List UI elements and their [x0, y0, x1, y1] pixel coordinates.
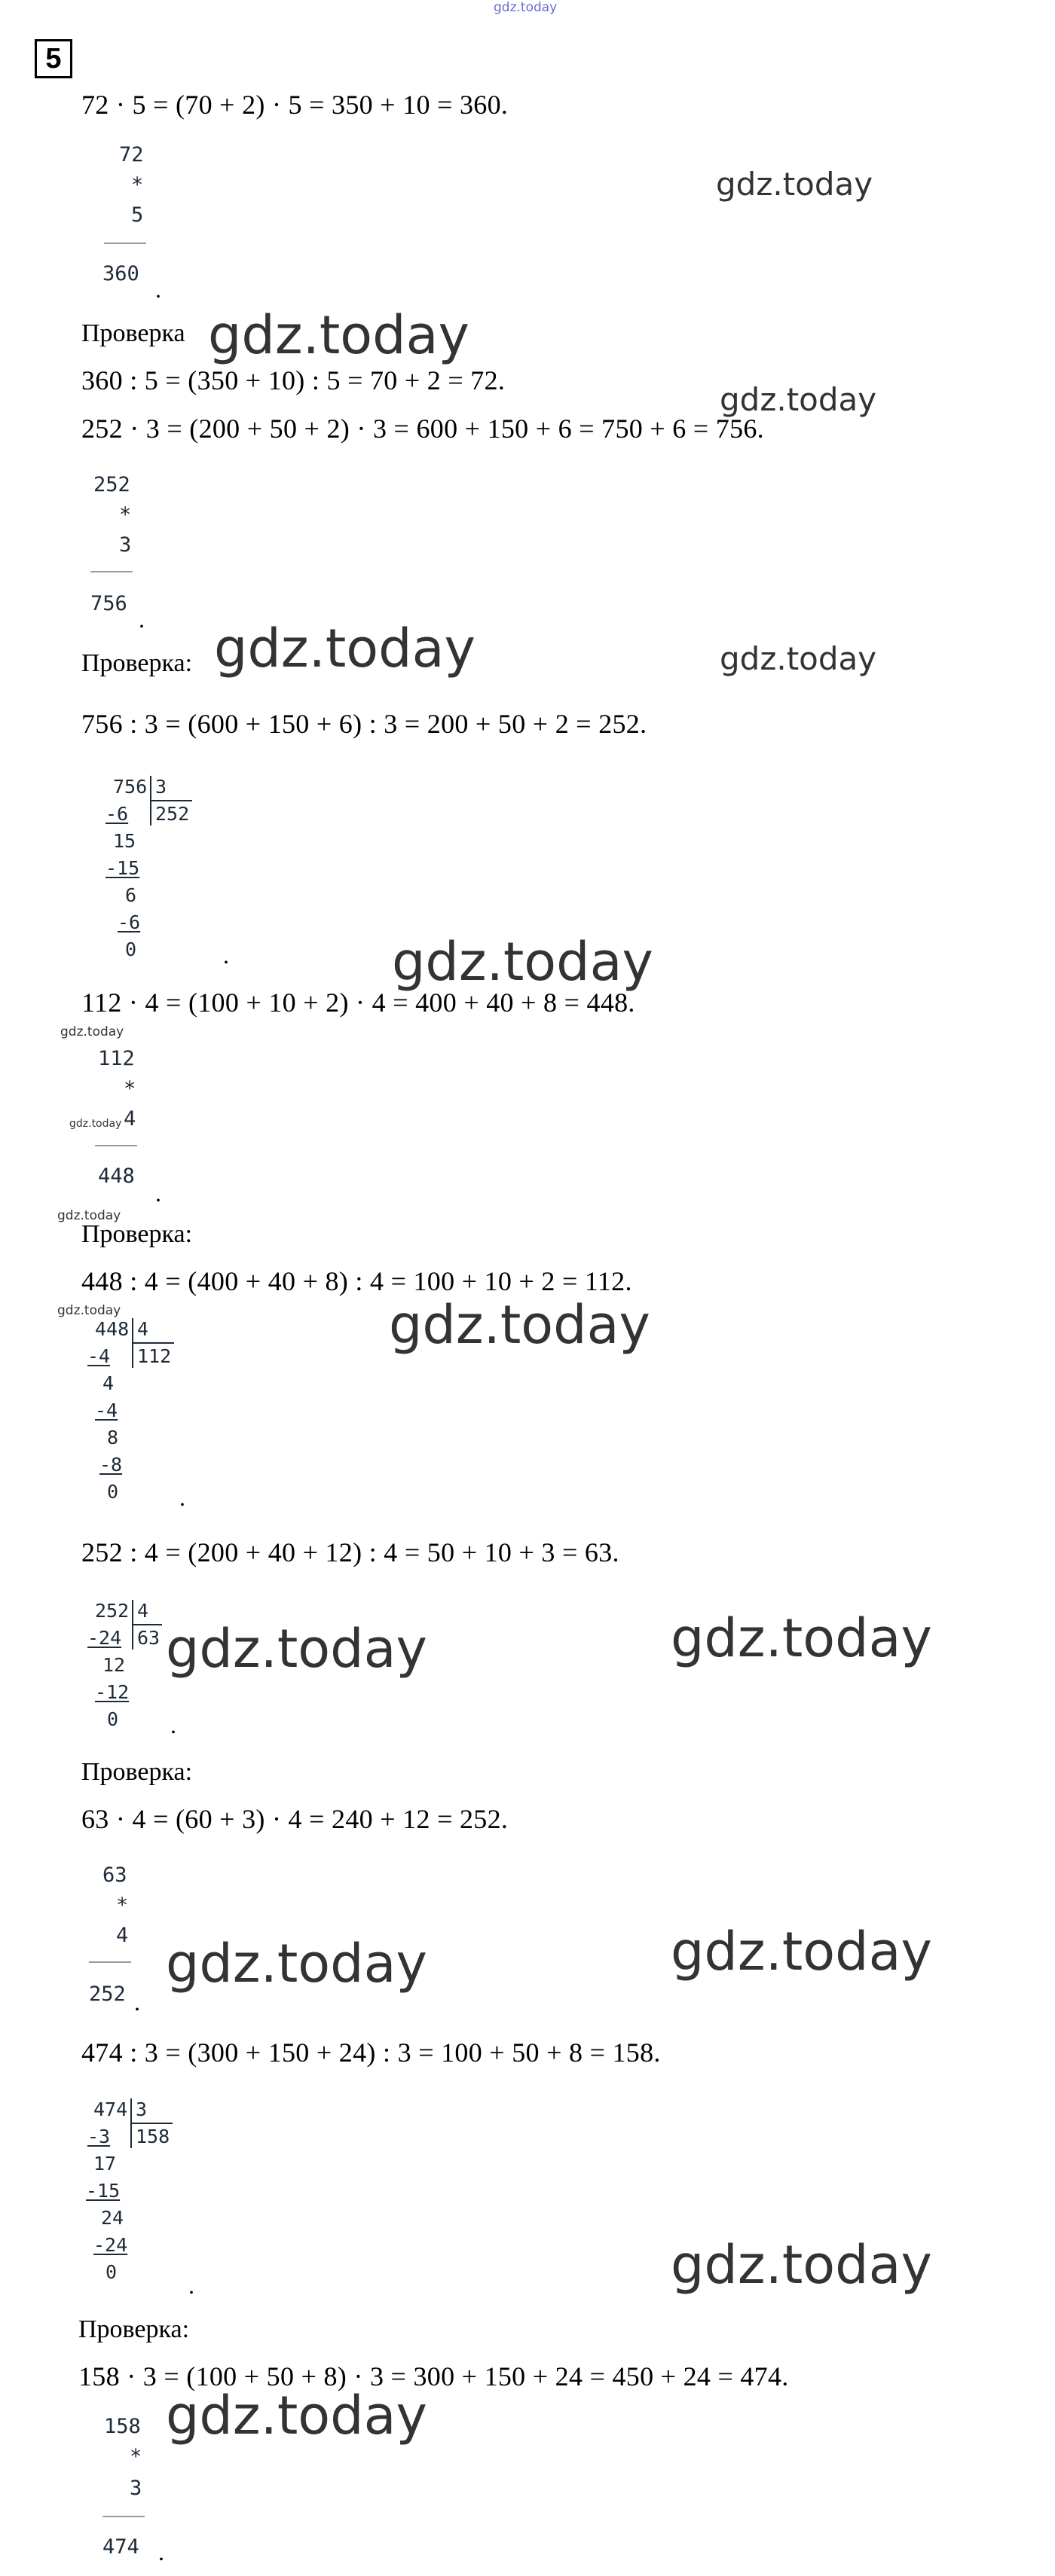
result: 360	[102, 262, 139, 285]
quotient-line	[132, 1342, 174, 1344]
operand-a: 63	[102, 1863, 127, 1887]
result: 474	[102, 2535, 139, 2559]
watermark-text: gdz.today	[166, 1933, 427, 1995]
operand-a: 158	[104, 2415, 141, 2438]
divisor: 4	[137, 1600, 149, 1622]
task-number: 5	[35, 39, 72, 78]
step: 15	[113, 830, 136, 852]
watermark-text: gdz.today	[166, 2385, 427, 2446]
result-rule	[102, 2516, 145, 2517]
step: 4	[102, 1372, 115, 1394]
quotient: 63	[137, 1627, 161, 1649]
result-rule	[90, 571, 133, 572]
quotient: 112	[137, 1345, 172, 1367]
step: 0	[107, 1481, 119, 1503]
equation-6: 448 : 4 = (400 + 40 + 8) : 4 = 100 + 10 + 2 = 112.	[81, 1266, 632, 1296]
watermark-text: gdz.today	[671, 1921, 932, 1982]
trailing-dot: .	[170, 1711, 176, 1738]
watermark-text: gdz.today	[671, 1607, 932, 1669]
step: -4	[87, 1345, 111, 1367]
step: -6	[118, 911, 141, 933]
watermark-text: gdz.today	[57, 1208, 121, 1223]
watermark-text: gdz.today	[166, 1618, 427, 1680]
trailing-dot: .	[158, 2538, 164, 2565]
step: 24	[101, 2207, 124, 2229]
trailing-dot: .	[223, 942, 229, 969]
check-label: Проверка:	[81, 649, 193, 677]
operand-b: 3	[119, 533, 132, 557]
check-label: Проверка:	[81, 1220, 193, 1248]
trailing-dot: .	[155, 276, 161, 303]
step: -4	[95, 1399, 118, 1421]
step: -15	[106, 857, 140, 879]
step: -6	[106, 803, 129, 825]
dividend: 474	[93, 2098, 128, 2120]
operand-b: 4	[124, 1107, 136, 1131]
dividend: 252	[95, 1600, 130, 1622]
watermark-text: gdz.today	[671, 2234, 932, 2296]
step: 6	[125, 884, 137, 906]
quotient: 158	[136, 2126, 170, 2147]
check-label: Проверка	[81, 319, 185, 347]
top-watermark: gdz.today	[494, 0, 558, 15]
watermark-text: gdz.today	[60, 1024, 124, 1039]
step: -3	[87, 2126, 111, 2147]
watermark-text: gdz.today	[716, 166, 873, 203]
result-rule	[104, 243, 146, 244]
result: 252	[89, 1982, 126, 2006]
check-label: Проверка:	[81, 1758, 193, 1786]
quotient: 252	[155, 803, 190, 825]
result: 756	[90, 592, 127, 615]
equation-7: 252 : 4 = (200 + 40 + 12) : 4 = 50 + 10 + 3 = 63.	[81, 1537, 619, 1567]
trailing-dot: .	[134, 1988, 140, 2016]
step: -24	[93, 2234, 128, 2256]
trailing-dot: .	[139, 606, 145, 633]
operand-a: 252	[93, 473, 130, 496]
equation-9: 474 : 3 = (300 + 150 + 24) : 3 = 100 + 50 + 8 = 158.	[81, 2037, 661, 2068]
operand-b: 5	[131, 203, 144, 227]
dividend: 756	[113, 776, 148, 798]
step: 0	[106, 2261, 118, 2283]
result: 448	[98, 1164, 135, 1188]
watermark-text: gdz.today	[720, 381, 877, 418]
watermark-text: gdz.today	[69, 1118, 122, 1130]
check-label: Проверка:	[78, 2315, 190, 2343]
equation-2: 360 : 5 = (350 + 10) : 5 = 70 + 2 = 72.	[81, 365, 506, 395]
equation-5: 112 · 4 = (100 + 10 + 2) · 4 = 400 + 40 + 8 = 448.	[81, 987, 635, 1018]
step: 17	[93, 2153, 117, 2175]
operand-a: 72	[119, 143, 144, 166]
equation-1: 72 · 5 = (70 + 2) · 5 = 350 + 10 = 360.	[81, 90, 509, 120]
operand-b: 3	[130, 2477, 142, 2500]
quotient-line	[130, 2123, 173, 2124]
step: -8	[99, 1454, 123, 1476]
result-rule	[89, 1961, 131, 1963]
trailing-dot: .	[179, 1484, 185, 1511]
divisor: 4	[137, 1318, 149, 1340]
watermark-text: gdz.today	[720, 640, 877, 677]
operand-b: 4	[116, 1924, 129, 1947]
equation-4: 756 : 3 = (600 + 150 + 6) : 3 = 200 + 50 + 2 = 252.	[81, 709, 647, 739]
operand-a: 112	[98, 1047, 135, 1070]
operator: *	[124, 1077, 136, 1100]
operator: *	[131, 173, 144, 197]
divisor: 3	[155, 776, 167, 798]
step: -24	[87, 1627, 122, 1649]
watermark-text: gdz.today	[389, 1294, 650, 1356]
step: 8	[107, 1427, 119, 1448]
step: 0	[125, 939, 137, 960]
result-rule	[95, 1145, 137, 1146]
equation-3: 252 · 3 = (200 + 50 + 2) · 3 = 600 + 150 + 6 = 750 + 6 = 756.	[81, 414, 764, 444]
watermark-text: gdz.today	[57, 1303, 121, 1318]
watermark-text: gdz.today	[208, 304, 469, 366]
dividend: 448	[95, 1318, 130, 1340]
quotient-line	[150, 800, 192, 801]
watermark-text: gdz.today	[392, 931, 653, 993]
watermark-text: gdz.today	[214, 618, 476, 679]
equation-8: 63 · 4 = (60 + 3) · 4 = 240 + 12 = 252.	[81, 1804, 509, 1834]
operator: *	[130, 2445, 142, 2468]
trailing-dot: .	[155, 1180, 161, 1207]
quotient-line	[132, 1624, 162, 1625]
operator: *	[116, 1894, 129, 1917]
step: 12	[102, 1654, 126, 1676]
trailing-dot: .	[188, 2272, 194, 2299]
step: -12	[95, 1681, 130, 1703]
step: -15	[86, 2180, 121, 2202]
step: 0	[107, 1708, 119, 1730]
equation-10: 158 · 3 = (100 + 50 + 8) · 3 = 300 + 150 + 24 = 450 + 24 = 474.	[78, 2361, 789, 2391]
operator: *	[119, 503, 132, 526]
divisor: 3	[136, 2098, 148, 2120]
